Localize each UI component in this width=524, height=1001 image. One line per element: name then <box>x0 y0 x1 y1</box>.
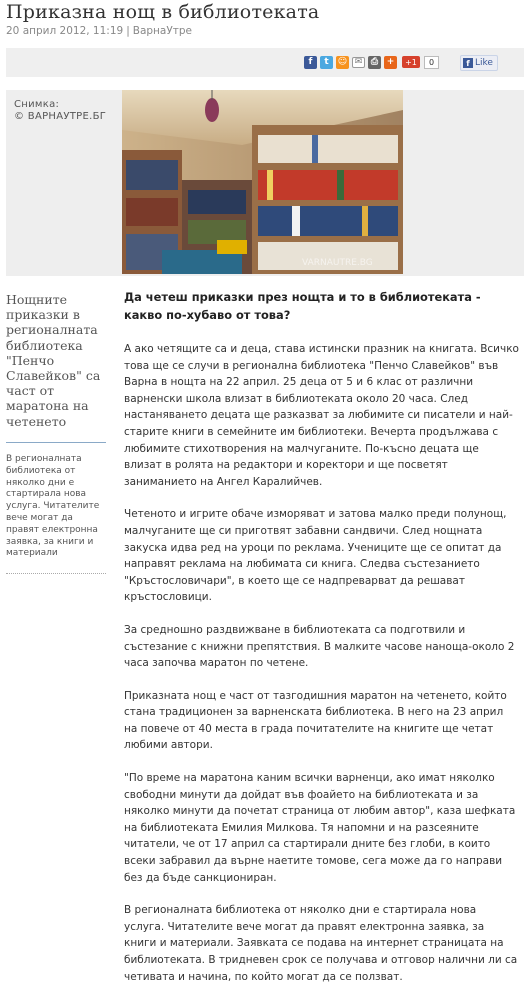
aside-divider <box>6 442 106 443</box>
article-paragraph: "По време на маратона каним всички варненци, ако имат няколко свободни минути да дойдат във фоайето на библиотеката и за няколко минути да почетат страница от любим автор", каза шефката на библиотеката Емилия Милкова. Тя напомни и на разсеяните читатели, че от 17 април са стартирали дните без глоби, в които всеки забравил да върне наетите томове, сега може да го направи без да бъде санкциониран. <box>124 772 516 884</box>
photo-watermark: VARNAUTRE.BG <box>302 258 373 268</box>
article-paragraph: В регионалната библиотека от няколко дни е стартирала нова услуга. Читателите вече могат да правят електронна заявка, за книги и материали. Заявката се подава на интернет страницата на библиотеката. В тридневен срок се получава и отговор налични ли са четивата и начина, по който могат да се ползват. <box>124 904 518 983</box>
aside-dotted-divider <box>6 573 106 574</box>
facebook-icon: f <box>463 58 473 68</box>
gplus-count: 0 <box>424 56 439 69</box>
share-bar <box>6 48 524 77</box>
share-icons <box>304 55 439 69</box>
article-meta <box>6 25 192 37</box>
article-paragraph: Четеното и игрите обаче изморяват и затова малко преди полунощ, малчуганите ще си приготвят забавни сандвичи. След нощната закуска идва ред на уроци по реклама. Учениците ще се опитат да направят реклама на любимата си книга. Следва състезанието "Кръстословичари", в което ще се надпреварват да решават кръстословици. <box>124 508 507 604</box>
aside-note: В регионалната библиотека от няколко дни е стартирала нова услуга. Читателите вече могат да правят електронна заявка, за книги и материали <box>6 454 100 559</box>
library-photo <box>122 90 403 274</box>
gplus-button[interactable]: +1 <box>402 56 420 68</box>
photo-credit <box>14 99 106 123</box>
photo-credit-value: © ВАРНАУТРЕ.БГ <box>14 111 107 122</box>
source-link[interactable]: ВарнаУтре <box>132 25 192 37</box>
odnoklassniki-icon[interactable]: ☺ <box>337 57 348 67</box>
print-icon[interactable]: ⎙ <box>368 56 381 69</box>
meta-separator: | <box>126 25 130 37</box>
email-icon[interactable]: ✉ <box>352 57 365 68</box>
aside-lead: Нощните приказки в регионалната библиотека "Пенчо Славейков" са част от маратона на четенето <box>6 292 101 429</box>
publish-date: 20 април 2012, 11:19 <box>6 25 124 37</box>
article-paragraph: За средношно раздвижване в библиотеката са подготвили и състезание с книжни препятствия. В малките часове наноща-около 2 часа започва маратон по четене. <box>124 623 515 670</box>
article-lead: Да четеш приказки през нощта и то в библиотеката - какво по-хубаво от това? <box>124 290 481 322</box>
article-body <box>124 288 519 1001</box>
facebook-like-button[interactable] <box>460 55 498 71</box>
like-label: Like <box>475 58 493 68</box>
photo-credit-label: Снимка: <box>14 99 60 110</box>
add-icon[interactable]: + <box>384 56 397 69</box>
twitter-icon[interactable]: t <box>320 56 333 69</box>
article-paragraph: А ако четящите са и деца, става истински празник на книгата. Всичко това ще се случи в регионална библиотека "Пенчо Славейков" във Варна в нощта на 22 април. 25 деца от 5 и 6 клас от различни варненски школа влизат в библиотеката около 20 часа. След настаняването децата ще разказват за любимите си писатели и най-старите книги в семейните им библиотеки. Вечерта продължава с любимите стихотворения на малчуганите. По-късно децата ще влизат в ролята на редактори и коректори и ще посветят заниманието на Ангел Каралийчев. <box>124 343 519 488</box>
article-paragraph: Приказната нощ е част от тазгодишния маратон на четенето, който стана традиционен за варненската библиотека. В него на 23 април на повече от 40 места в града почитателите на книгите ще четат любими автори. <box>124 689 507 752</box>
facebook-icon[interactable]: f <box>304 56 317 69</box>
article-title: Приказна нощ в библиотеката <box>6 1 320 23</box>
